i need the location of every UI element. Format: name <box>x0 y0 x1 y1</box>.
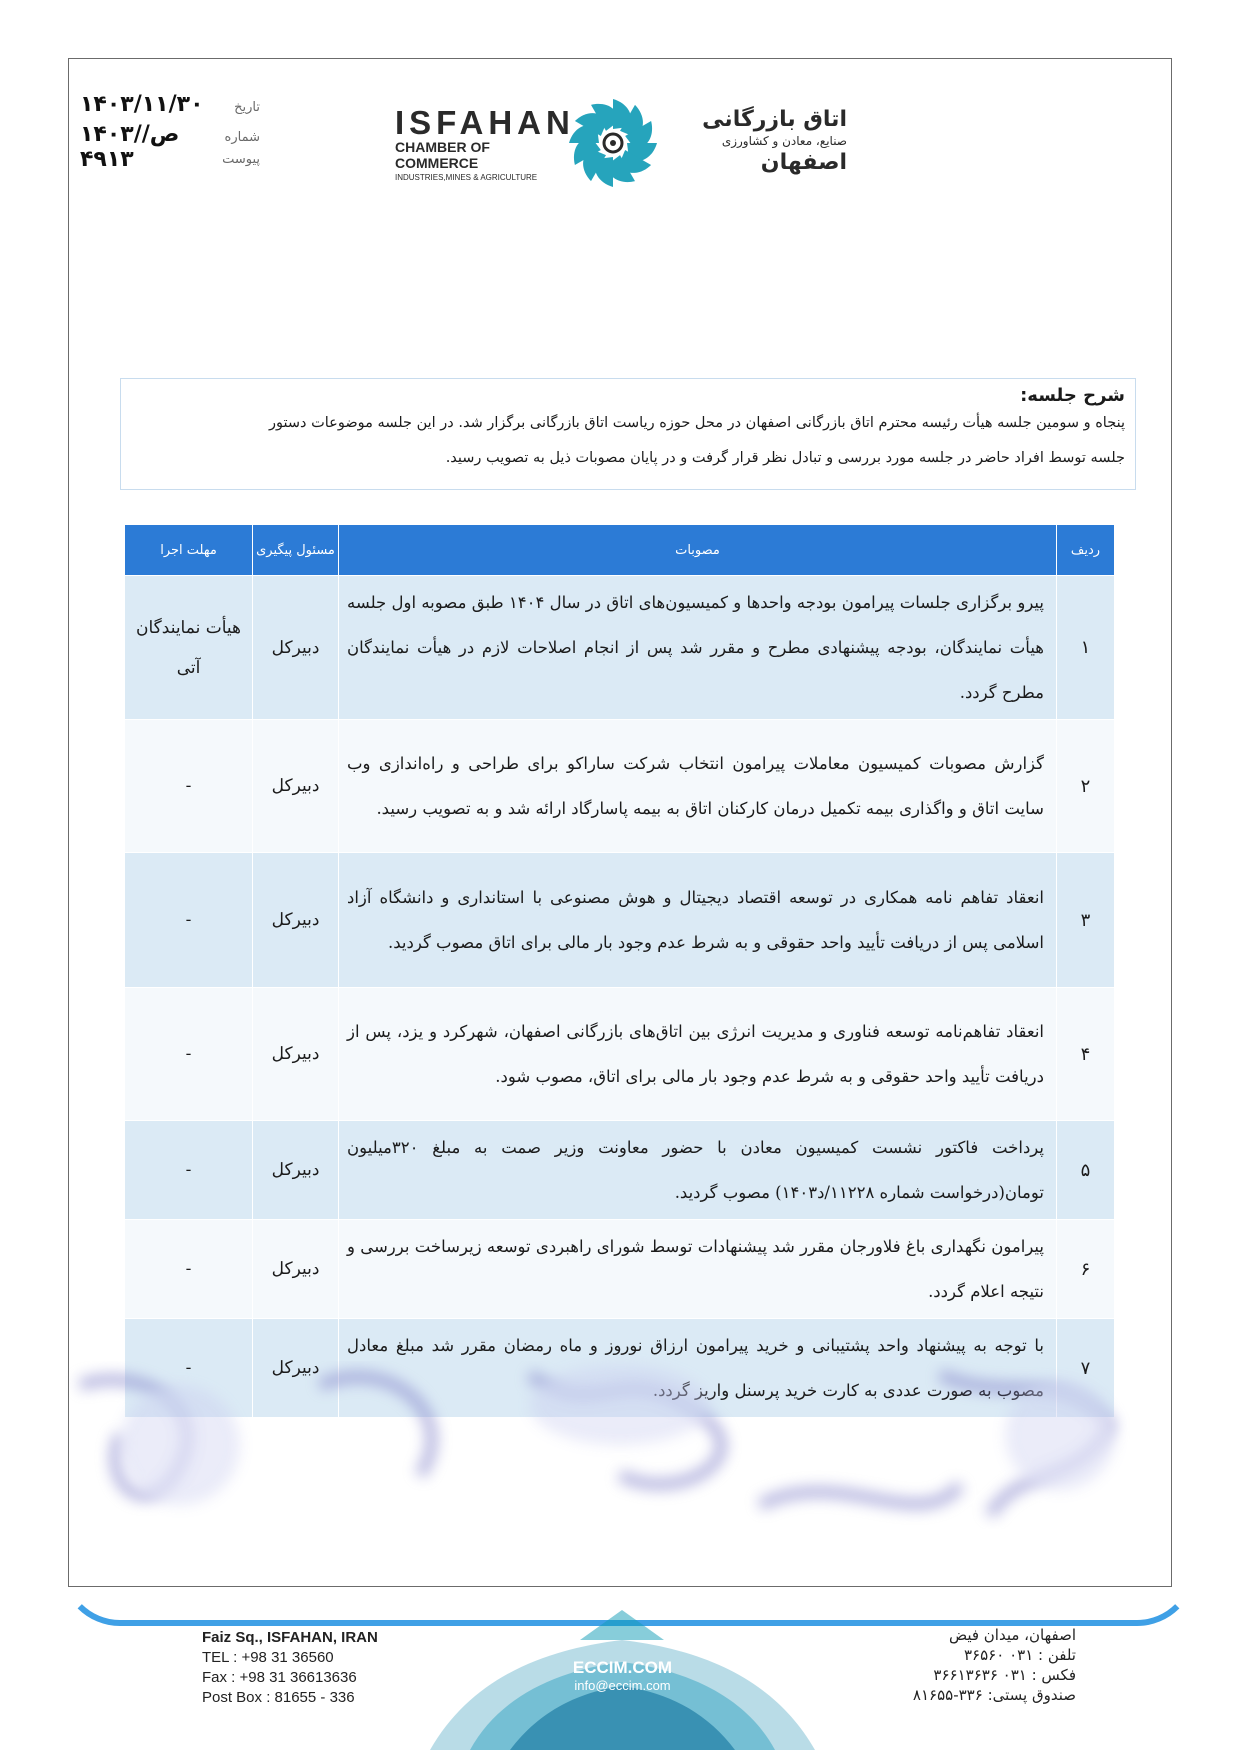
logo-english <box>395 104 575 185</box>
chamber-emblem-icon <box>565 95 661 191</box>
row-responsible: دبیرکل <box>253 1319 339 1418</box>
footer-pobox-fa: صندوق پستی: ۳۳۶-۸۱۶۵۵ <box>912 1686 1076 1704</box>
row-responsible: دبیرکل <box>253 853 339 988</box>
table-row <box>125 853 1115 988</box>
row-deadline: - <box>125 1319 253 1418</box>
row-responsible: دبیرکل <box>253 720 339 853</box>
date-label: تاریخ <box>234 100 260 115</box>
row-text: انعقاد تفاهم نامه همکاری در توسعه اقتصاد دیجیتال و هوش مصنوعی با استانداری و دانشگاه آزاد اسلامی پس از دریافت تأیید واحد حقوقی و به شرط عدم وجود بار مالی برای اتاق مصوب گردید. <box>339 853 1057 988</box>
row-text: با توجه به پیشنهاد واحد پشتیبانی و خرید پیرامون ارزاق نوروز و ماه رمضان مقرر شد مبلغ معادل مصوب به صورت عددی به کارت خرید پرسنل واریز گردد. <box>339 1319 1057 1418</box>
row-number: ۱ <box>1057 576 1115 720</box>
logo-fa-subtitle: صنایع، معادن و کشاورزی <box>721 134 847 148</box>
row-number: ۳ <box>1057 853 1115 988</box>
document-meta <box>80 92 260 172</box>
row-deadline: - <box>125 1220 253 1319</box>
row-text: پیرو برگزاری جلسات پیرامون بودجه واحدها و کمیسیون‌های اتاق در سال ۱۴۰۴ طبق مصوبه اول جلسه هیأت نمایندگان، بودجه پیشنهادی مطرح و مقرر شد پس از انجام اصلاحات لازم در هیأت نمایندگان مطرح گردد. <box>339 576 1057 720</box>
row-deadline: - <box>125 1121 253 1220</box>
row-text: پیرامون نگهداری باغ فلاورجان مقرر شد پیشنهادات توسط شورای راهبردی توسعه زیرساخت بررسی و نتیجه اعلام گردد. <box>339 1220 1057 1319</box>
row-responsible: دبیرکل <box>253 1220 339 1319</box>
number-label: شماره <box>224 130 260 145</box>
footer-contact-en <box>202 1628 378 1708</box>
row-responsible: دبیرکل <box>253 988 339 1121</box>
summary-title: شرح جلسه: <box>1020 385 1125 406</box>
header-row-number: ردیف <box>1057 525 1115 576</box>
number-value: ۱۴۰۳/ص/۴۹۱۳ <box>80 122 180 172</box>
date-value: ۱۴۰۳/۱۱/۳۰ <box>80 92 204 117</box>
date-row <box>80 92 260 122</box>
header-resolutions: مصوبات <box>339 525 1057 576</box>
table-header-row <box>125 525 1115 576</box>
row-deadline: - <box>125 988 253 1121</box>
row-number: ۷ <box>1057 1319 1115 1418</box>
logo-en-tagline: INDUSTRIES,MINES & AGRICULTURE <box>395 173 538 182</box>
row-number: ۲ <box>1057 720 1115 853</box>
row-number: ۴ <box>1057 988 1115 1121</box>
logo-fa-city: اصفهان <box>760 150 847 175</box>
row-text: گزارش مصوبات کمیسیون معاملات پیرامون انتخاب شرکت ساراکو برای طراحی و راه‌اندازی وب سایت اتاق و واگذاری بیمه تکمیل درمان کارکنان اتاق به بیمه پاسارگاد ارائه شد و به تصویب رسید. <box>339 720 1057 853</box>
summary-line-1: پنجاه و سومین جلسه هیأت رئیسه محترم اتاق بازرگانی اصفهان در محل حوزه ریاست اتاق بازرگانی برگزار شد. در این جلسه موضوعات دستور <box>269 415 1125 431</box>
footer-fax-fa: فکس : ۰۳۱ ۳۶۶۱۳۶۳۶ <box>933 1666 1076 1684</box>
logo-fa-title: اتاق بازرگانی <box>702 107 847 132</box>
logo-persian <box>667 107 847 177</box>
logo-en-subtitle: CHAMBER OF COMMERCE <box>395 139 490 171</box>
summary-line-2: جلسه توسط افراد حاضر در جلسه مورد بررسی و تبادل نظر قرار گرفت و در پایان مصوبات ذیل به تصویب رسید. <box>445 450 1125 466</box>
row-responsible: دبیرکل <box>253 576 339 720</box>
table-row <box>125 1220 1115 1319</box>
signature-stamp-icon <box>60 1345 1160 1605</box>
footer-website[interactable]: ECCIM.COM <box>572 1658 673 1677</box>
row-deadline: - <box>125 720 253 853</box>
row-number: ۵ <box>1057 1121 1115 1220</box>
row-deadline: هیأت نمایندگان آتی <box>125 576 253 720</box>
resolutions-table <box>124 524 1115 1418</box>
table-row <box>125 1121 1115 1220</box>
attachment-label: پیوست <box>222 152 260 167</box>
footer-contact-fa <box>856 1625 1076 1705</box>
header-deadline: مهلت اجرا <box>125 525 253 576</box>
header-responsible: مسئول پیگیری <box>253 525 339 576</box>
footer-tel-fa: تلفن : ۰۳۱ ۳۶۵۶۰ <box>964 1646 1076 1664</box>
chamber-logo <box>395 95 845 195</box>
row-text: پرداخت فاکتور نشست کمیسیون معادن با حضور معاونت وزیر صمت به مبلغ ۳۲۰میلیون تومان(درخواست شماره ۱۱۲۲۸/د۱۴۰۳) مصوب گردید. <box>339 1121 1057 1220</box>
row-deadline: - <box>125 853 253 988</box>
footer-email[interactable]: info@eccim.com <box>574 1678 671 1693</box>
table-row <box>125 576 1115 720</box>
table-row <box>125 988 1115 1121</box>
meeting-summary <box>120 378 1136 490</box>
logo-en-title: ISFAHAN <box>395 104 575 141</box>
footer-tel-en: TEL : +98 31 36560 <box>202 1649 334 1666</box>
table-row <box>125 720 1115 853</box>
footer-address-fa: اصفهان، میدان فیض <box>948 1626 1076 1644</box>
row-number: ۶ <box>1057 1220 1115 1319</box>
footer-address-en: Faiz Sq., ISFAHAN, IRAN <box>202 1629 378 1646</box>
row-responsible: دبیرکل <box>253 1121 339 1220</box>
row-text: انعقاد تفاهم‌نامه توسعه فناوری و مدیریت انرژی بین اتاق‌های بازرگانی اصفهان، شهرکرد و یزد، پس از دریافت تأیید واحد حقوقی و به شرط عدم وجود بار مالی برای اتاق، مصوب شود. <box>339 988 1057 1121</box>
footer-pobox-en: Post Box : 81655 - 336 <box>202 1689 355 1706</box>
footer-web <box>430 1658 815 1693</box>
footer-fax-en: Fax : +98 31 36613636 <box>202 1669 357 1686</box>
footer-emblem <box>430 1600 815 1750</box>
